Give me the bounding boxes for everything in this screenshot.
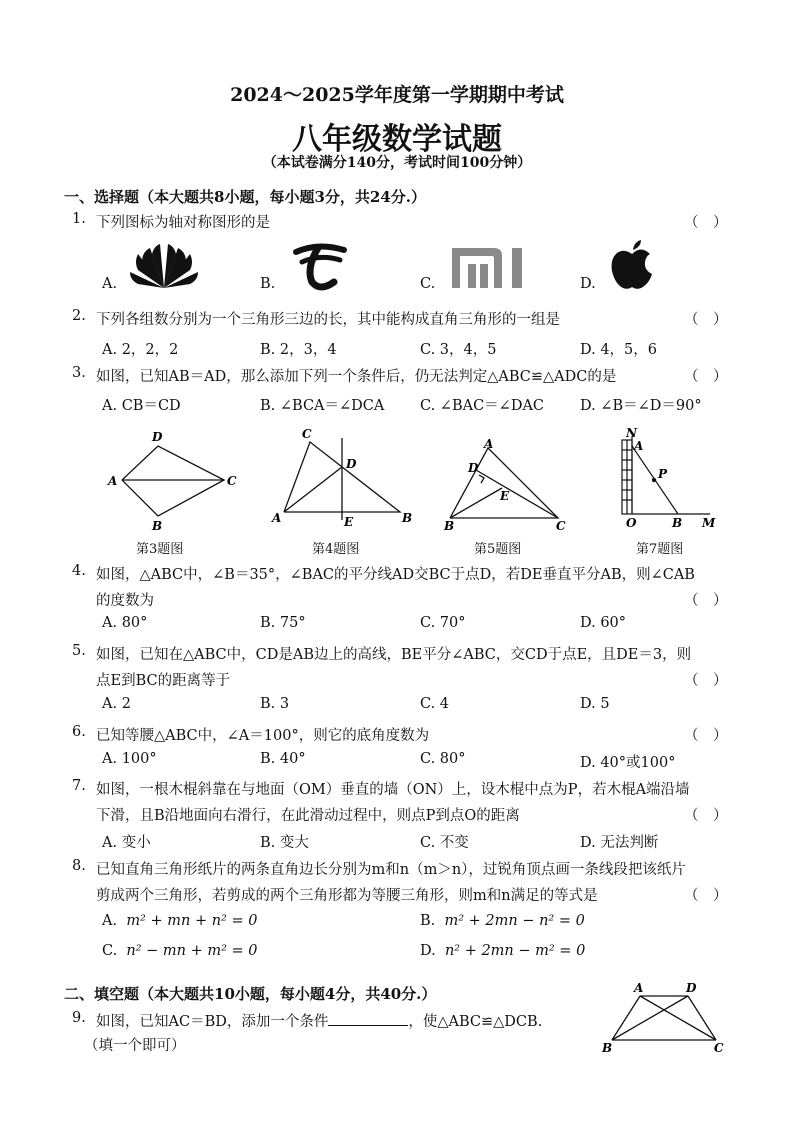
q3-answer-paren: （ ） xyxy=(684,369,728,385)
fig7-label-p: P xyxy=(658,467,668,481)
fig9-label-b: B xyxy=(602,1041,613,1055)
q8-answer-paren: （ ） xyxy=(684,888,728,904)
q8-text: 已知直角三角形纸片的两条直角边长分别为m和n（m＞n），过锐角顶点画一条线段把该纸片 xyxy=(96,862,686,878)
fig7-label-b: B xyxy=(672,516,683,530)
q7-option-b: B. 变大 xyxy=(260,835,309,851)
fig5-label-b: B xyxy=(444,519,455,533)
fig5-label-a: A xyxy=(484,438,494,451)
figure-3-diagram xyxy=(104,428,244,532)
q2-option-d: D. 4，5，6 xyxy=(580,342,658,358)
q7-text-line2: 下滑，且B沿地面向右滑行，在此滑动过程中，则点P到点O的距离 xyxy=(96,808,520,824)
figure-3-caption: 第3题图 xyxy=(136,542,184,557)
q5-option-b: B. 3 xyxy=(260,696,290,712)
q7-option-d: D. 无法判断 xyxy=(580,835,659,851)
q9-number: 9. xyxy=(72,1010,86,1026)
q6-option-a: A. 100° xyxy=(102,751,157,767)
fig9-label-a: A xyxy=(634,981,644,995)
fig3-label-d: D xyxy=(152,430,163,444)
q8-option-d: D. n² + 2mn − m² = 0 xyxy=(420,943,586,959)
q5-text: 如图，已知在△ABC中，CD是AB边上的高线，BE平分∠ABC，交CD于点E，且DE＝3，则 xyxy=(96,647,692,663)
q8-number: 8. xyxy=(72,858,86,874)
fig4-label-d: D xyxy=(346,457,357,471)
q7-text: 如图，一根木棍斜靠在与地面（OM）垂直的墙（ON）上，设木棍中点为P，若木棍A端沿墙 xyxy=(96,782,690,798)
q1-option-c-label: C. xyxy=(420,276,436,292)
fig9-label-d: D xyxy=(686,981,697,995)
q7-option-c: C. 不变 xyxy=(420,835,469,851)
figure-7-diagram xyxy=(614,428,724,532)
fig7-label-n: N xyxy=(626,428,637,440)
q7-option-a: A. 变小 xyxy=(102,835,151,851)
q5-option-d: D. 5 xyxy=(580,696,610,712)
apple-logo-icon xyxy=(608,238,656,292)
q3-option-a: A. CB＝CD xyxy=(102,398,181,414)
fig7-label-m: M xyxy=(702,516,716,530)
q4-text: 如图，△ABC中，∠B＝35°，∠BAC的平分线AD交BC于点D，若DE垂直平分AB，则∠CAB xyxy=(96,567,695,583)
fig7-label-o: O xyxy=(626,516,637,530)
q3-option-d: D. ∠B＝∠D＝90° xyxy=(580,398,702,414)
subject-title: 八年级数学试题 xyxy=(292,122,502,157)
q6-option-d: D. 40°或100° xyxy=(580,755,676,771)
fig3-label-a: A xyxy=(108,474,118,488)
fig5-label-c: C xyxy=(556,519,566,533)
figure-4-diagram xyxy=(268,428,418,532)
q5-answer-paren: （ ） xyxy=(684,673,728,689)
q2-text: 下列各组数分别为一个三角形三边的长，其中能构成直角三角形的一组是 xyxy=(96,312,560,328)
figure-5-caption: 第5题图 xyxy=(474,542,522,557)
fig3-label-b: B xyxy=(152,519,163,532)
xiaomi-logo-icon xyxy=(450,246,534,290)
exam-info: （本试卷满分140分，考试时间100分钟） xyxy=(262,155,532,171)
q7-number: 7. xyxy=(72,778,86,794)
q8-text-line2: 剪成两个三角形，若剪成的两个三角形都为等腰三角形，则m和n满足的等式是 xyxy=(96,888,598,904)
q2-number: 2. xyxy=(72,308,86,324)
q8-option-a: A. m² + mn + n² = 0 xyxy=(102,913,258,929)
fig3-label-c: C xyxy=(227,474,237,488)
q4-answer-paren: （ ） xyxy=(684,593,728,609)
q8-option-b: B. m² + 2mn − n² = 0 xyxy=(420,913,585,929)
q1-text: 下列图标为轴对称图形的是 xyxy=(96,215,270,231)
q4-option-b: B. 75° xyxy=(260,615,306,631)
fig9-label-c: C xyxy=(714,1041,724,1055)
q6-text: 已知等腰△ABC中，∠A＝100°，则它的底角度数为 xyxy=(96,728,430,744)
figure-7-caption: 第7题图 xyxy=(636,542,684,557)
q9-answer-blank[interactable] xyxy=(328,1011,408,1026)
q6-option-b: B. 40° xyxy=(260,751,306,767)
q9-text: 如图，已知AC＝BD，添加一个条件 ，使△ABC≌△DCB. xyxy=(96,1010,542,1031)
q7-answer-paren: （ ） xyxy=(684,808,728,824)
q5-option-a: A. 2 xyxy=(102,696,131,712)
q4-option-d: D. 60° xyxy=(580,615,627,631)
q3-text: 如图，已知AB＝AD，那么添加下列一个条件后，仍无法判定△ABC≌△ADC的是 xyxy=(96,369,617,385)
q4-option-c: C. 70° xyxy=(420,615,466,631)
q1-number: 1. xyxy=(72,211,86,227)
section-1-title: 一、选择题（本大题共8小题，每小题3分，共24分.） xyxy=(64,188,426,206)
figure-9-diagram xyxy=(598,980,732,1056)
q2-option-a: A. 2，2，2 xyxy=(102,342,179,358)
q3-option-b: B. ∠BCA＝∠DCA xyxy=(260,398,385,414)
q3-number: 3. xyxy=(72,365,86,381)
q1-option-b-label: B. xyxy=(260,276,276,292)
section-2-title: 二、填空题（本大题共10小题，每小题4分，共40分.） xyxy=(64,985,437,1003)
q4-text-line2: 的度数为 xyxy=(96,593,154,609)
huawei-logo-icon xyxy=(128,242,200,292)
q4-option-a: A. 80° xyxy=(102,615,148,631)
q8-option-c: C. n² − mn + m² = 0 xyxy=(102,943,258,959)
q1-answer-paren: （ ） xyxy=(684,215,728,231)
q2-answer-paren: （ ） xyxy=(684,312,728,328)
fig5-label-d: D xyxy=(468,461,479,475)
q1-option-a-label: A. xyxy=(102,276,118,292)
q3-option-c: C. ∠BAC＝∠DAC xyxy=(420,398,545,414)
fig5-label-e: E xyxy=(500,489,510,503)
q5-option-c: C. 4 xyxy=(420,696,450,712)
figure-4-caption: 第4题图 xyxy=(312,542,360,557)
q2-option-c: C. 3，4，5 xyxy=(420,342,497,358)
fig7-label-a: A xyxy=(634,439,644,453)
q4-number: 4. xyxy=(72,563,86,579)
china-telecom-logo-icon xyxy=(288,238,350,294)
fig4-label-b: B xyxy=(402,511,413,525)
figure-5-diagram xyxy=(438,438,578,534)
fig4-label-e: E xyxy=(344,515,354,529)
q9-note: （填一个即可） xyxy=(84,1038,186,1054)
q6-number: 6. xyxy=(72,724,86,740)
q1-option-d-label: D. xyxy=(580,276,596,292)
q5-number: 5. xyxy=(72,643,86,659)
exam-title: 2024～2025学年度第一学期期中考试 xyxy=(230,84,564,106)
fig4-label-c: C xyxy=(302,428,312,441)
q2-option-b: B. 2，3，4 xyxy=(260,342,337,358)
q5-text-line2: 点E到BC的距离等于 xyxy=(96,673,231,689)
fig4-label-a: A xyxy=(272,511,282,525)
q6-answer-paren: （ ） xyxy=(684,728,728,744)
q6-option-c: C. 80° xyxy=(420,751,466,767)
